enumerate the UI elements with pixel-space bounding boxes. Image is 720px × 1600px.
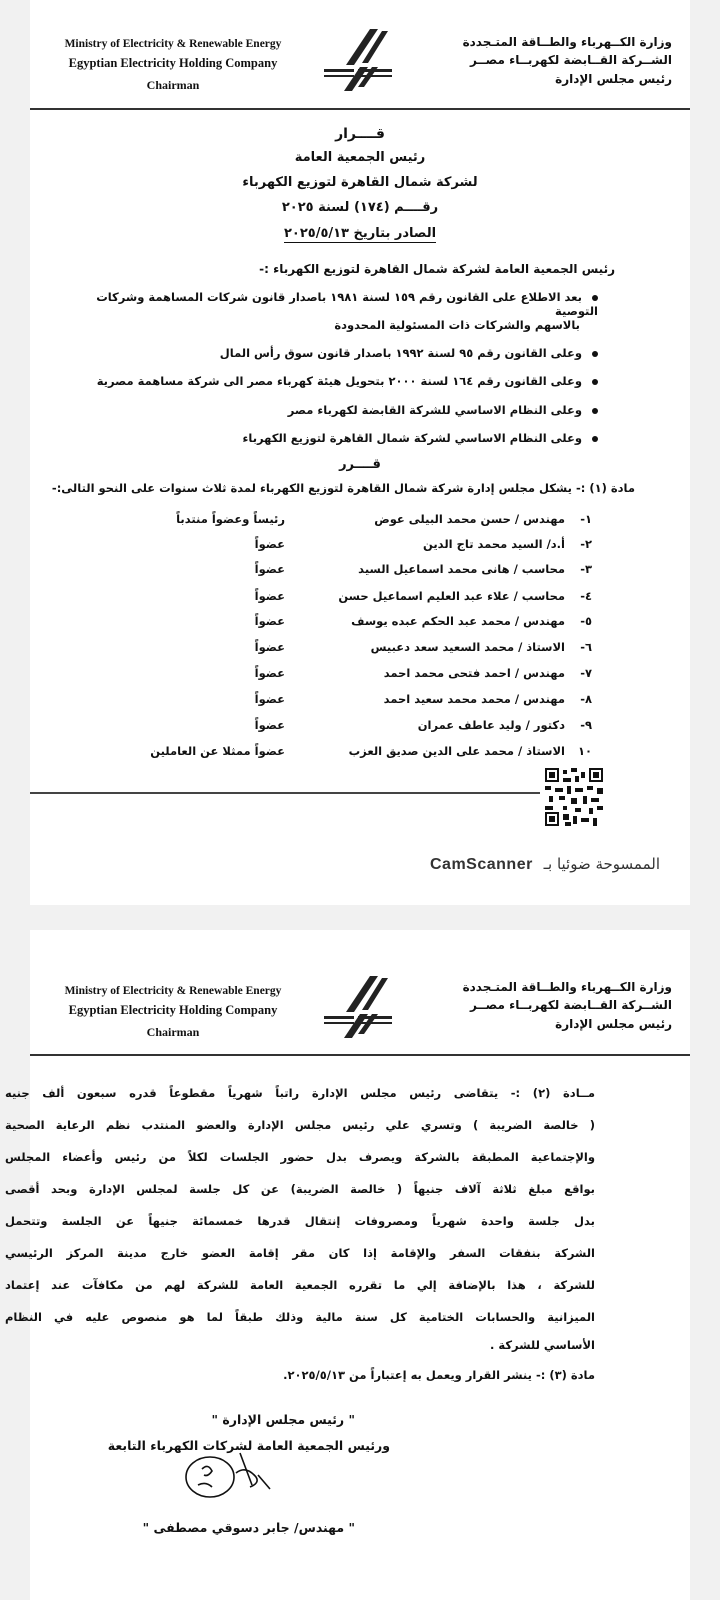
member-number: ٢- (580, 537, 592, 551)
member-row (30, 562, 690, 582)
chairman-en: Chairman (146, 78, 200, 92)
consideration-item (58, 403, 598, 417)
company-name-en: Egyptian Electricity Holding Company (68, 56, 278, 70)
scanner-prefix: الممسوحة ضوئيا بـ (543, 855, 660, 873)
member-name: دكتور / وليد عاطف عمران (417, 718, 565, 732)
bullet-icon (592, 351, 598, 357)
article-2-line: بواقع مبلغ ثلاثة آلاف جنيهاً ( خالصة الضريبة) عن كل جلسة لمجلس الإدارة وبحد أقصى (5, 1182, 595, 1196)
member-number: ٩- (580, 718, 592, 732)
member-name: مهندس / محمد محمد سعيد احمد (383, 692, 565, 706)
ministry-name-ar: وزارة الكــهرباء والطــاقة المتـجددة (462, 980, 672, 994)
member-role: عضواً (254, 718, 285, 732)
member-number: ١٠ (577, 744, 592, 758)
consideration-text: وعلى القانون رقم ١٦٤ لسنة ٢٠٠٠ بتحويل هيئة كهرباء مصر الى شركة مساهمة مصرية (96, 374, 582, 388)
member-number: ٥- (580, 614, 592, 628)
member-role: عضواً (254, 692, 285, 706)
member-name: الاستاذ / محمد على الدين صديق العزب (348, 744, 565, 758)
member-role: عضواً (254, 614, 285, 628)
member-role: عضواً (254, 666, 285, 680)
member-row (30, 718, 690, 738)
bullet-icon (592, 295, 598, 301)
consideration-text: وعلى النظام الاساسي لشركة شمال القاهرة لتوزيع الكهرباء (242, 431, 582, 445)
consideration-item (58, 346, 598, 360)
consideration-item (58, 374, 598, 388)
member-number: ٦- (580, 640, 592, 654)
bottom-divider (30, 792, 540, 794)
company-name-ar: الشــركة القــابضة لكهربــاء مصــر (469, 998, 672, 1012)
member-role: عضواً (254, 537, 285, 551)
member-row (30, 512, 690, 532)
chairman-ar: رئيس مجلس الإدارة (555, 72, 672, 86)
qr-code-icon (545, 768, 603, 826)
ministry-name-en: Ministry of Electricity & Renewable Energy (64, 38, 282, 50)
member-name: مهندس / محمد عبد الحكم عبده يوسف (351, 614, 565, 628)
article-2-line: مــادة (٢) :- يتقاضى رئيس مجلس الإدارة راتباً شهرياً مقطوعاً قدره سبعون ألف جنيه (5, 1086, 596, 1100)
article-2-line: ( خالصة الضريبة ) وتسري علي رئيس مجلس الإدارة والعضو المنتدب نظم الرعاية الصحية (5, 1118, 595, 1132)
company-name-en: Egyptian Electricity Holding Company (68, 1003, 278, 1017)
member-row (30, 614, 690, 634)
document-page-1 (30, 0, 690, 905)
bullet-icon (592, 436, 598, 442)
member-role: عضواً (254, 562, 285, 576)
issue-date-text: الصادر بتاريخ ٢٠٢٥/٥/١٣ (283, 226, 437, 241)
member-name: أ.د/ السيد محمد تاج الدين (423, 537, 565, 551)
member-row (30, 589, 690, 609)
member-row (30, 692, 690, 712)
handwritten-signature-icon (180, 1445, 280, 1505)
scanner-watermark (430, 855, 660, 874)
decree-word: قــــرار (335, 126, 385, 142)
chairman-en: Chairman (146, 1025, 200, 1039)
bullet-icon (592, 379, 598, 385)
consideration-text: وعلى النظام الاساسي للشركة القابضة لكهرباء مصر (287, 403, 582, 417)
letterhead-divider (30, 108, 690, 110)
article-2-line: والإجتماعية المطبقة بالشركة ويصرف بدل حضور الجلسات لكلاً من رئيس وأعضاء المجلس (5, 1150, 595, 1164)
consideration-item (58, 290, 598, 318)
signatory-subtitle: ورئيس الجمعية العامة لشركات الكهرباء التابعة (107, 1438, 390, 1453)
member-row (30, 744, 690, 764)
consideration-text: وعلى القانون رقم ٩٥ لسنة ١٩٩٢ باصدار قانون سوق رأس المال (219, 346, 582, 360)
article-2-line: الميزانية والحسابات الختامية كل سنة مالية وذلك طبقاً لما هو منصوص عليه في النظام (5, 1310, 595, 1324)
letterhead (30, 0, 690, 92)
member-number: ٨- (580, 692, 592, 706)
consideration-continuation: بالاسهم والشركات ذات المسئولية المحدودة (334, 318, 580, 332)
member-name: محاسب / علاء عبد العليم اسماعيل حسن (338, 589, 565, 603)
member-name: مهندس / حسن محمد البيلى عوض (374, 512, 565, 526)
ministry-name-ar: وزارة الكــهرباء والطــاقة المتـجددة (462, 35, 672, 49)
company-name-ar: الشــركة القــابضة لكهربــاء مصــر (469, 53, 672, 67)
letterhead (30, 930, 690, 1039)
letterhead-arabic (422, 35, 672, 86)
member-number: ١- (580, 512, 592, 526)
letterhead-english (48, 985, 298, 1040)
letterhead-arabic (422, 980, 672, 1031)
member-row (30, 640, 690, 660)
article-2-last-line: الأساسي للشركة . (490, 1338, 595, 1352)
member-name: الاستاذ / محمد السعيد سعد دعبيس (370, 640, 565, 654)
chairman-ar: رئيس مجلس الإدارة (555, 1017, 672, 1031)
article-2-line: بدل جلسة واحدة شهرياً ومصروفات إنتقال قدرها خمسمائة جنيهاً عن الجلسة وتتحمل (5, 1214, 595, 1228)
document-page-2 (5, 930, 690, 1600)
member-name: محاسب / هانى محمد اسماعيل السيد (358, 562, 565, 576)
letterhead-english (48, 38, 298, 93)
consideration-text: بعد الاطلاع على القانون رقم ١٥٩ لسنة ١٩٨١ باصدار قانون شركات المساهمة وشركات التوصية (96, 290, 598, 318)
member-number: ٣- (580, 562, 592, 576)
member-role: رئيساً وعضواً منتدباً (176, 512, 285, 526)
decree-issue-date (30, 226, 690, 241)
member-row (30, 537, 690, 557)
signatory-name: " مهندس/ جابر دسوقي مصطفى " (142, 1520, 355, 1535)
article-2-line: الشركة بنفقات السفر والإقامة إذا كان مقر إقامة العضو خارج مدينة المركز الرئيسي (5, 1246, 595, 1260)
member-name: مهندس / احمد فتحى محمد احمد (383, 666, 565, 680)
member-number: ٤- (580, 589, 592, 603)
article-3: مادة (٣) :- ينشر القرار ويعمل به إعتباراً من ٢٠٢٥/٥/١٣. (283, 1368, 595, 1382)
preamble: رئيس الجمعية العامة لشركة شمال القاهرة لتوزيع الكهرباء :- (259, 262, 615, 276)
decides-heading: قــــرر (339, 457, 381, 472)
member-role: عضواً (254, 640, 285, 654)
member-role: عضواً ممثلا عن العاملين (150, 744, 285, 758)
bullet-icon (592, 408, 598, 414)
article-1: مادة (١) :- يشكل مجلس إدارة شركة شمال القاهرة لتوزيع الكهرباء لمدة ثلاث سنوات على النحو التالى:- (51, 481, 635, 495)
company-logo-icon (312, 972, 402, 1042)
member-number: ٧- (580, 666, 592, 680)
scanner-brand: CamScanner (430, 856, 533, 873)
signatory-title: " رئيس مجلس الإدارة " (211, 1412, 355, 1427)
company-logo-icon (312, 25, 402, 95)
decree-title-line-2: لشركة شمال القاهرة لتوزيع الكهرباء (242, 175, 478, 190)
ministry-name-en: Ministry of Electricity & Renewable Energy (64, 985, 282, 997)
consideration-item (58, 431, 598, 445)
decree-title-line-1: رئيس الجمعية العامة (294, 150, 426, 165)
letterhead-divider (30, 1054, 690, 1056)
article-2-line: للشركة ، هذا بالإضافة إلي ما تقرره الجمعية العامة للشركة لهم من مكافآت عند إعتماد (5, 1278, 595, 1292)
member-row (30, 666, 690, 686)
member-role: عضواً (254, 589, 285, 603)
decree-number: رقــــم (١٧٤) لسنة ٢٠٢٥ (281, 200, 439, 215)
